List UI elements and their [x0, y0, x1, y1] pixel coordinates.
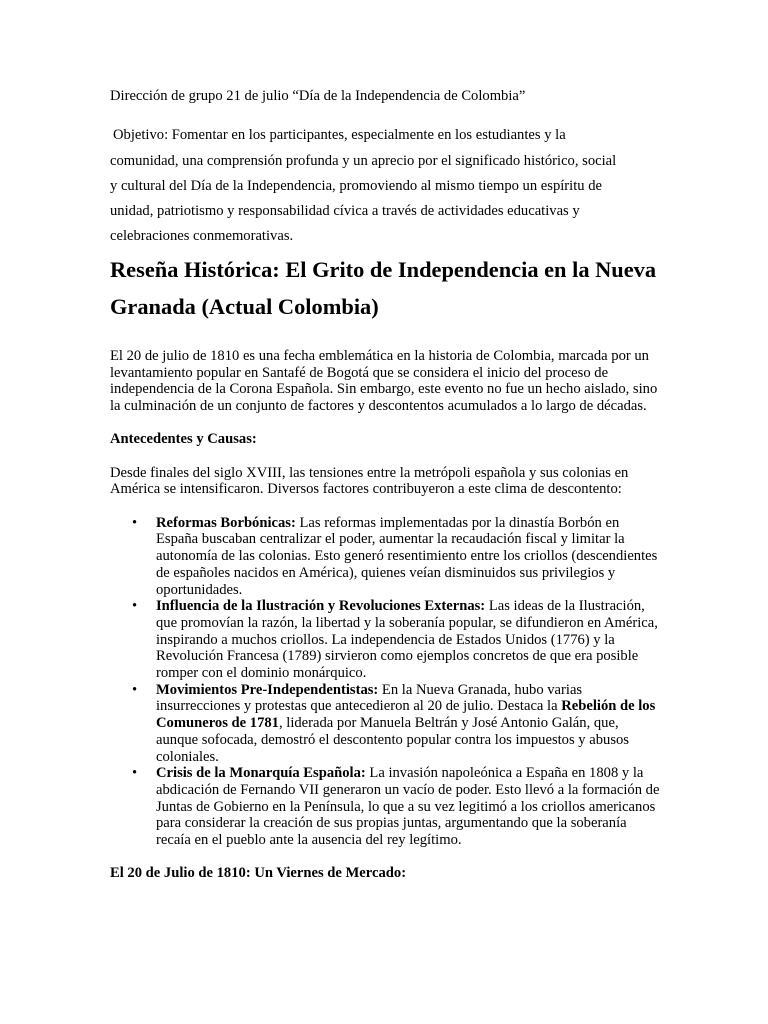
bullet-icon: •	[132, 681, 138, 698]
list-item-title: Reformas Borbónicas:	[156, 514, 296, 531]
list-item-title: Influencia de la Ilustración y Revoluciones Externas:	[156, 598, 486, 615]
list-item-title: Crisis de la Monarquía Española:	[156, 765, 366, 782]
group-direction-line: Dirección de grupo 21 de julio “Día de la Independencia de Colombia”	[110, 88, 526, 104]
section-paragraph: Desde finales del siglo XVIII, las tensiones entre la metrópoli española y sus colonias en América se intensificaron. Diversos factores contribuyeron a este clima de descontento:	[110, 464, 629, 498]
list-item-text: Las ideas de la Ilustración, que promovían la razón, la libertad y la soberanía popular, se difundieron en América, inspirando a muchos criollos. La independencia de Estados Unidos (1776) y la Revolución Francesa (1789) sirvieron como ejemplos concretos de que era posible romper con el dominio monárquico.	[156, 598, 658, 682]
list-item-text: La invasión napoleónica a España en 1808 y la abdicación de Fernando VII generaron un vacío de poder. Esto llevó a la formación de Juntas de Gobierno en la Península, lo que a su vez legitimó a los criollos americanos para considerar la creación de sus propias juntas, argumentando que la soberanía recaía en el pueblo ante la ausencia del rey legítimo.	[156, 765, 660, 849]
list-item-emphasis: Rebelión de los Comuneros de 1781	[156, 698, 656, 732]
objective-line: unidad, patriotismo y responsabilidad cívica a través de actividades educativas y	[110, 203, 580, 220]
bullet-icon: •	[132, 598, 138, 615]
document-body	[110, 348, 660, 898]
page-title: Reseña Histórica: El Grito de Independencia en la Nueva Granada (Actual Colombia)	[110, 257, 657, 319]
list-item	[110, 598, 660, 682]
list-item	[110, 765, 660, 849]
list-item-text: , liderada por Manuela Beltrán y José Antonio Galán, que, aunque sofocada, demostró el descontento popular contra los impuestos y abusos coloniales.	[156, 715, 629, 765]
opening-paragraph: El 20 de julio de 1810 es una fecha emblemática en la historia de Colombia, marcada por un levantamiento popular en Santafé de Bogotá que se considera el inicio del proceso de independencia de la Corona Española. Sin embargo, este evento no fue un hecho aislado, sino la culminación de un conjunto de factores y descontentos acumulados a lo largo de décadas.	[110, 348, 658, 415]
list-item	[110, 682, 660, 766]
list-item-title: Movimientos Pre-Independentistas:	[156, 681, 379, 698]
objective-line: y cultural del Día de la Independencia, promoviendo al mismo tiempo un espíritu de	[110, 177, 602, 194]
objective-line: celebraciones conmemorativas.	[110, 228, 294, 245]
section-heading-20-julio: El 20 de Julio de 1810: Un Viernes de Mercado:	[110, 864, 407, 881]
bullet-icon: •	[132, 765, 138, 782]
intro-block	[110, 84, 670, 250]
bullet-icon: •	[132, 514, 138, 531]
causes-list	[110, 515, 660, 849]
list-item-text: Las reformas implementadas por la dinastía Borbón en España buscaban centralizar el poder, aumentar la recaudación fiscal y limitar la autonomía de las colonias. Esto generó resentimiento entre los criollos (descendientes de españoles nacidos en América), quienes veían disminuidos sus privilegios y oportunidades.	[156, 514, 658, 598]
section-heading-antecedentes: Antecedentes y Causas:	[110, 431, 257, 448]
list-item-text: En la Nueva Granada, hubo varias insurrecciones y protestas que antecedieron al 20 de julio. Destaca la	[156, 681, 583, 715]
list-item	[110, 515, 660, 599]
objective-line: Objetivo: Fomentar en los participantes, especialmente en los estudiantes y la	[113, 127, 566, 144]
objective-line: comunidad, una comprensión profunda y un aprecio por el significado histórico, social	[110, 152, 617, 169]
